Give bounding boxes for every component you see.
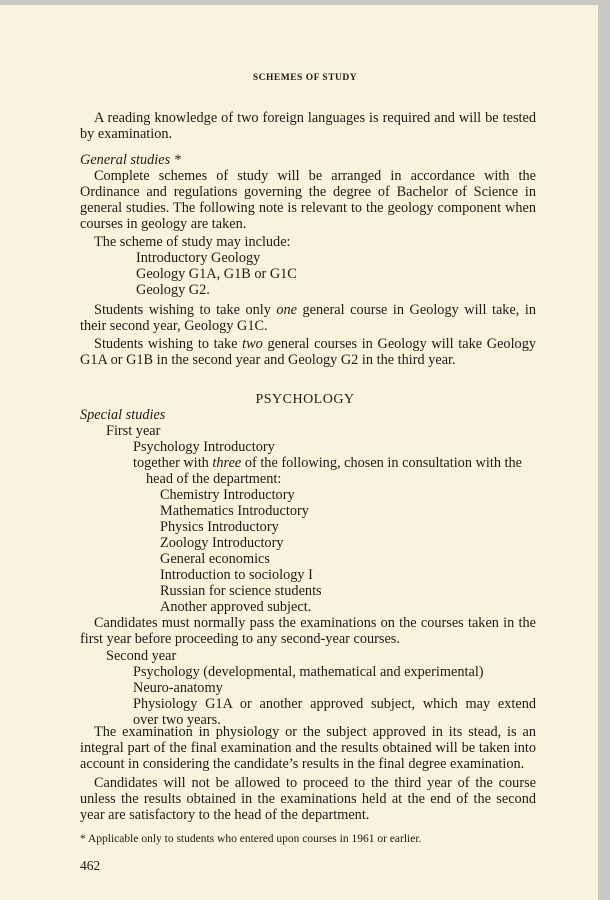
option-item: Russian for science students xyxy=(160,583,322,599)
second-item: Neuro-anatomy xyxy=(133,680,223,696)
together-line2: head of the department: xyxy=(146,471,282,487)
text: of the following, chosen in consultation with the xyxy=(241,455,523,471)
together-line xyxy=(133,455,536,471)
text: general courses in Geology will take Geology G1A or G1B in the second year and Geology G2 in the third year. xyxy=(80,336,536,368)
first-year-label: First year xyxy=(106,423,161,439)
page-number: 462 xyxy=(80,858,101,873)
option-item: Introduction to sociology I xyxy=(160,567,313,583)
options-list xyxy=(160,487,536,615)
physiology-line: Physiology G1A or another approved subject, which may extend xyxy=(133,696,536,712)
text: Students wishing to take only xyxy=(94,302,277,318)
option-item: Physics Introductory xyxy=(160,519,279,535)
footnote: * Applicable only to students who entered upon courses in 1961 or earlier. xyxy=(80,833,422,845)
second-year-label: Second year xyxy=(106,648,177,664)
scheme-item: Geology G1A, G1B or G1C xyxy=(136,266,297,282)
general-para: Complete schemes of study will be arranged in accordance with the Ordinance and regulations governing the degree of Bachelor of Science in general studies. The following note is relevant to the geology component when courses in geology are taken. xyxy=(80,168,536,232)
emphasis: one xyxy=(276,302,298,318)
pass-note: Candidates must normally pass the examinations on the courses taken in the first year before proceeding to any second-year courses. xyxy=(80,615,536,647)
general-studies-heading xyxy=(80,152,536,168)
emphasis: three xyxy=(212,455,242,471)
scheme-item: Introductory Geology xyxy=(136,250,261,266)
scheme-list xyxy=(136,250,536,298)
two-course-note xyxy=(80,336,536,368)
one-course-note xyxy=(80,302,536,334)
option-item: Zoology Introductory xyxy=(160,535,284,551)
second-item: Psychology (developmental, mathematical and experimental) xyxy=(133,664,484,680)
scheme-intro: The scheme of study may include: xyxy=(94,234,291,250)
special-studies-heading-text: Special studies xyxy=(80,407,166,423)
general-studies-heading-text: General studies * xyxy=(80,152,181,168)
scheme-item: Geology G2. xyxy=(136,282,210,298)
running-head: SCHEMES OF STUDY xyxy=(252,73,358,83)
text: general course in Geology will take, in their second year, Geology G1C. xyxy=(80,302,536,334)
intro-paragraph: A reading knowledge of two foreign languages is required and will be tested by examination. xyxy=(80,110,536,142)
option-item: Mathematics Introductory xyxy=(160,503,309,519)
section-title-psychology: PSYCHOLOGY xyxy=(255,392,355,407)
text: together with xyxy=(133,455,213,471)
proceed-note: Candidates will not be allowed to proceed to the third year of the course unless the results obtained in the examinations held at the end of the second year are satisfactory to the head of the department. xyxy=(80,775,536,823)
option-item: Chemistry Introductory xyxy=(160,487,295,503)
exam-note: The examination in physiology or the subject approved in its stead, is an integral part of the final examination and the results obtained will be taken into account in considering the candidate’s results in the final degree examination. xyxy=(80,724,536,772)
physiology-line2: over two years. xyxy=(133,712,221,728)
option-item: Another approved subject. xyxy=(160,599,312,615)
special-studies-heading xyxy=(80,407,536,423)
emphasis: two xyxy=(242,336,263,352)
first-core: Psychology Introductory xyxy=(133,439,275,455)
second-list xyxy=(133,664,536,728)
option-item: General economics xyxy=(160,551,270,567)
text: Students wishing to take xyxy=(94,336,243,352)
